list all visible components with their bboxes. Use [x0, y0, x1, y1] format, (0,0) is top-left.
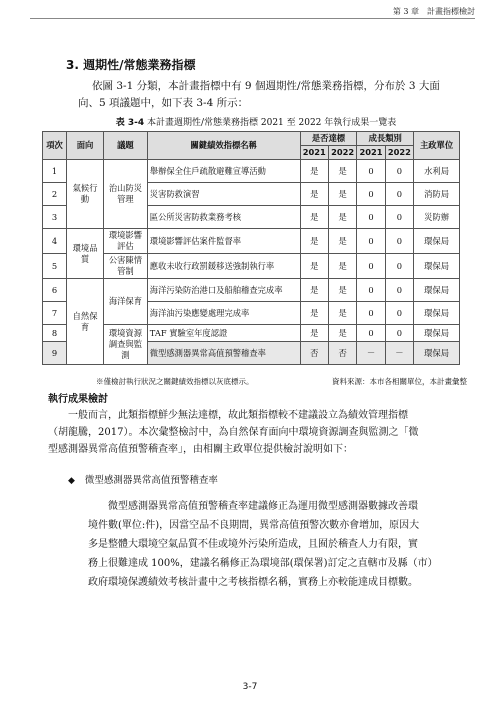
indicator-name: 海洋油污染應變處理完成率 — [147, 302, 300, 325]
indicator-name: TAF 實驗室年度認證 — [147, 325, 300, 342]
met-2022: 是 — [328, 206, 356, 229]
intro-paragraph — [78, 78, 458, 112]
topic-cell: 環境資源調查與監測 — [104, 325, 148, 365]
table-caption-text: 本計畫週期性/常態業務指標 2021 至 2022 年執行成果一覽表 — [146, 118, 397, 128]
page-number: 3-7 — [242, 682, 258, 692]
indicator-name: 應收未收行政罰鍰移送強制執行率 — [147, 254, 300, 279]
grade-2021: 0 — [357, 279, 385, 302]
review-line: 型感測器異常高值預警稽查率」，由相關主政單位提供檢討說明如下： — [48, 444, 353, 455]
col-header-grade-2021: 2021 — [357, 146, 385, 160]
header-divider — [30, 18, 475, 19]
face-cell: 環境品質 — [67, 229, 104, 279]
col-header-topic: 議題 — [104, 132, 148, 160]
row-no: 4 — [43, 229, 67, 254]
table-caption — [66, 115, 446, 128]
chapter-header: 第 3 章 計畫指標檢討 — [392, 7, 475, 16]
grade-2021: 0 — [357, 254, 385, 279]
grade-2022: 0 — [385, 302, 413, 325]
met-2021: 是 — [300, 302, 328, 325]
met-2021: 否 — [300, 342, 328, 365]
intro-line-1: 依圖 3-1 分類，本計畫指標中有 9 個週期性/常態業務指標，分布於 3 大面 — [92, 80, 440, 92]
row-no: 2 — [43, 183, 67, 206]
detail-line: 多是整體大環境空氣品質不佳或境外污染所造成，且囿於稽查人力有限，實 — [88, 539, 418, 550]
table-row — [43, 254, 460, 279]
unit-cell: 環保局 — [414, 254, 460, 279]
unit-cell: 環保局 — [414, 229, 460, 254]
bullet-text: 微型感測器異常高值預警稽查率 — [84, 475, 218, 486]
grade-2022: 0 — [385, 183, 413, 206]
indicator-table — [42, 131, 460, 365]
unit-cell: 環保局 — [414, 325, 460, 342]
col-header-grade: 成長類別 — [357, 132, 414, 146]
met-2022: 否 — [328, 342, 356, 365]
row-no: 6 — [43, 279, 67, 302]
topic-cell: 公害陳情管制 — [104, 254, 148, 279]
row-no: 3 — [43, 206, 67, 229]
met-2021: 是 — [300, 325, 328, 342]
grade-2021: 0 — [357, 302, 385, 325]
col-header-met-2021: 2021 — [300, 146, 328, 160]
review-line: 一般而言，此類指標鮮少無法達標，故此類指標較不建議設立為績效管理指標 — [48, 410, 408, 421]
unit-cell: 環保局 — [414, 342, 460, 365]
indicator-name: 區公所災害防救業務考核 — [147, 206, 300, 229]
grade-2021: － — [357, 342, 385, 365]
grade-2022: 0 — [385, 160, 413, 183]
grade-2022: 0 — [385, 206, 413, 229]
grade-2022: 0 — [385, 229, 413, 254]
grade-2022: － — [385, 342, 413, 365]
unit-cell: 消防局 — [414, 183, 460, 206]
met-2021: 是 — [300, 229, 328, 254]
col-header-grade-2022: 2022 — [385, 146, 413, 160]
met-2022: 是 — [328, 229, 356, 254]
row-no: 8 — [43, 325, 67, 342]
unit-cell: 環保局 — [414, 302, 460, 325]
grade-2022: 0 — [385, 279, 413, 302]
detail-line: 境件數(單位:件)，因當空品不良期間，異常高值預警次數亦會增加，原因大 — [88, 520, 420, 531]
indicator-name: 環境影響評估案件監督率 — [147, 229, 300, 254]
table-source: 資料來源：本市各相關單位，本計畫彙整 — [332, 377, 467, 386]
bullet-item — [68, 472, 218, 486]
review-paragraph — [48, 407, 458, 458]
table-row — [43, 325, 460, 342]
table-row — [43, 229, 460, 254]
face-cell: 自然保育 — [67, 279, 104, 365]
met-2021: 是 — [300, 254, 328, 279]
section-title: 3. 週期性/常態業務指標 — [66, 58, 196, 72]
detail-line: 務上很難達成 100%，建議名稱修正為環境部(環保署)訂定之直轄市及縣（市） — [88, 558, 438, 569]
col-header-no: 項次 — [43, 132, 67, 160]
review-title: 執行成果檢討 — [48, 394, 108, 405]
col-header-indicator: 關鍵績效指標名稱 — [147, 132, 300, 160]
grade-2021: 0 — [357, 229, 385, 254]
detail-paragraph — [88, 497, 468, 592]
row-no: 7 — [43, 302, 67, 325]
met-2022: 是 — [328, 279, 356, 302]
table-row — [43, 160, 460, 183]
indicator-name: 微型感測器異常高值預警稽查率 — [147, 342, 300, 365]
met-2022: 是 — [328, 183, 356, 206]
col-header-face: 面向 — [67, 132, 104, 160]
grade-2021: 0 — [357, 160, 385, 183]
met-2022: 是 — [328, 254, 356, 279]
topic-cell: 環境影響評估 — [104, 229, 148, 254]
table-caption-label: 表 3-4 — [115, 118, 145, 128]
unit-cell: 水利局 — [414, 160, 460, 183]
col-header-met-2022: 2022 — [328, 146, 356, 160]
indicator-name: 災害防救演習 — [147, 183, 300, 206]
topic-cell: 海洋保育 — [104, 279, 148, 325]
unit-cell: 環保局 — [414, 279, 460, 302]
indicator-name: 海洋污染防治港口及船舶稽查完成率 — [147, 279, 300, 302]
grade-2022: 0 — [385, 254, 413, 279]
diamond-bullet-icon: ◆ — [68, 476, 75, 486]
met-2022: 是 — [328, 160, 356, 183]
intro-line-2: 向、5 項議題中，如下表 3-4 所示： — [78, 97, 249, 109]
col-header-met: 是否達標 — [300, 132, 357, 146]
row-no: 5 — [43, 254, 67, 279]
indicator-name: 舉辦保全住戶疏散避難宣導活動 — [147, 160, 300, 183]
met-2021: 是 — [300, 160, 328, 183]
face-cell: 氣候行動 — [67, 160, 104, 229]
grade-2021: 0 — [357, 325, 385, 342]
detail-line: 微型感測器異常高值預警稽查率建議修正為運用微型感測器數據改善環 — [88, 501, 418, 512]
met-2021: 是 — [300, 206, 328, 229]
met-2022: 是 — [328, 325, 356, 342]
row-no: 1 — [43, 160, 67, 183]
table-row — [43, 279, 460, 302]
review-line: （胡龍騰，2017）。本次彙整檢討中，為自然保育面向中環境資源調查與監測之「微 — [48, 427, 419, 438]
met-2022: 是 — [328, 302, 356, 325]
unit-cell: 災防辦 — [414, 206, 460, 229]
grade-2021: 0 — [357, 183, 385, 206]
met-2021: 是 — [300, 183, 328, 206]
col-header-unit: 主政單位 — [414, 132, 460, 160]
met-2021: 是 — [300, 279, 328, 302]
grade-2021: 0 — [357, 206, 385, 229]
grade-2022: 0 — [385, 325, 413, 342]
row-no: 9 — [43, 342, 67, 365]
topic-cell: 治山防災管理 — [104, 160, 148, 229]
detail-line: 政府環境保護績效考核計畫中之考核指標名稱，實務上亦較能達成目標數。 — [88, 577, 418, 588]
table-note: ※僅檢討執行狀況之關鍵績效指標以灰底標示。 — [96, 377, 254, 386]
